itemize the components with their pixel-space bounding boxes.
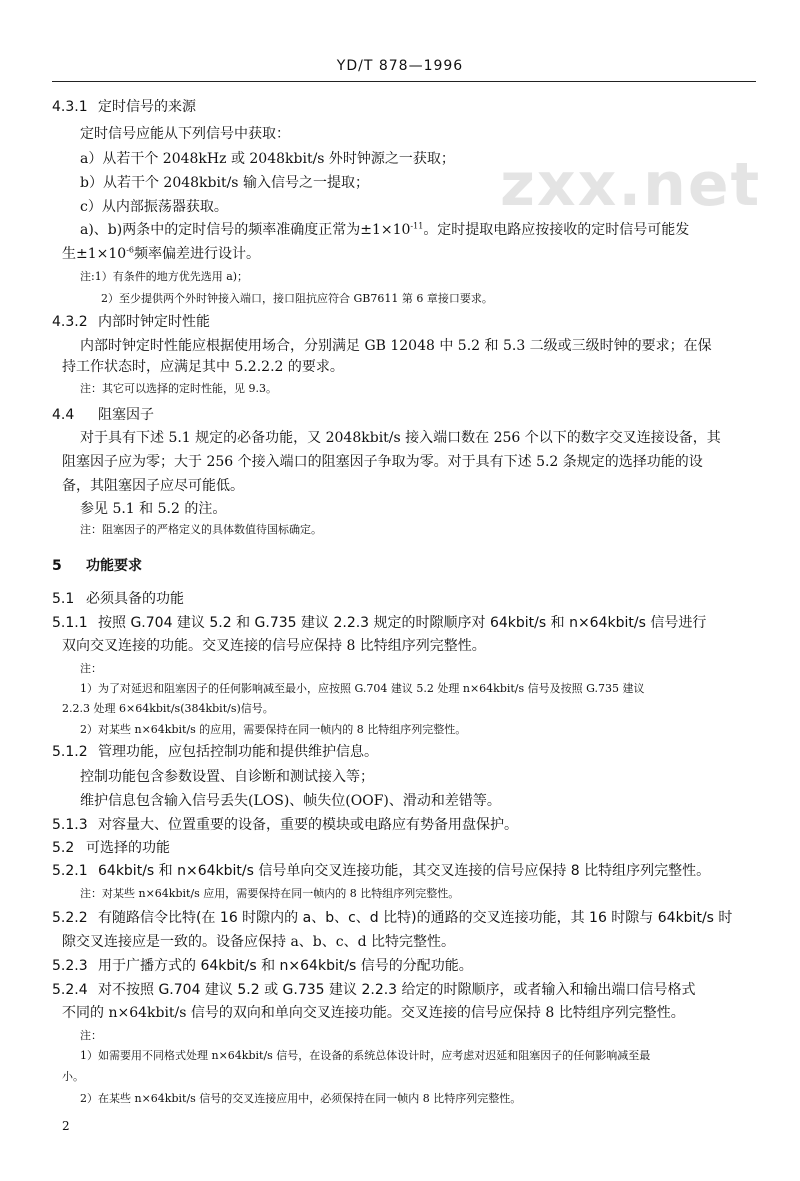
clause-5-2-3	[52, 955, 473, 975]
note-line: 注：对某些 n×64kbit/s 应用，需要保持在同一帧内的 8 比特组序列完整性。	[80, 887, 460, 900]
note-line: 2）在某些 n×64kbit/s 信号的交叉连接应用中，必须保持在同一帧内 8 比特序列完整性。	[80, 1092, 522, 1105]
clause-text: 64kbit/s 和 n×64kbit/s 信号单向交叉连接功能，其交叉连接的信号应保持 8 比特组序列完整性。	[98, 863, 711, 879]
header-divider	[52, 81, 756, 82]
section-number: 5.2.4	[52, 982, 88, 998]
paragraph-line: 不同的 n×64kbit/s 信号的双向和单向交叉连接功能。交叉连接的信号应保持 8 比特组序列完整性。	[62, 1005, 685, 1021]
section-heading-5-2	[52, 837, 170, 857]
clause-text: 对不按照 G.704 建议 5.2 或 G.735 建议 2.2.3 给定的时隙顺序，或者输入和输出端口信号格式	[98, 982, 696, 998]
section-number: 5.1	[52, 591, 75, 607]
section-number: 5.2.3	[52, 958, 88, 974]
paragraph-line: 定时信号应能从下列信号中获取：	[80, 126, 290, 142]
section-heading-4-4	[52, 404, 154, 424]
clause-text: 用于广播方式的 64kbit/s 和 n×64kbit/s 信号的分配功能。	[98, 958, 473, 974]
paragraph-line: 双向交叉连接的功能。交叉连接的信号应保持 8 比特组序列完整性。	[62, 638, 486, 654]
section-number: 4.3.2	[52, 314, 88, 330]
chapter-heading-5	[52, 555, 142, 575]
note-line: 1）为了对延迟和阻塞因子的任何影响减至最小，应按照 G.704 建议 5.2 处理 n×64kbit/s 信号及按照 G.735 建议	[80, 682, 645, 695]
note-line: 注:1）有条件的地方优先选用 a)；	[80, 270, 249, 283]
clause-text: 管理功能，应包括控制功能和提供维护信息。	[98, 744, 378, 760]
note-line: 注：阻塞因子的严格定义的具体数值待国标确定。	[80, 523, 322, 536]
paragraph-line: b）从若干个 2048kbit/s 输入信号之一提取；	[80, 175, 369, 191]
note-line: 1）如需要用不同格式处理 n×64kbit/s 信号，在设备的系统总体设计时，应考虑对迟延和阻塞因子的任何影响减至最	[80, 1049, 651, 1062]
section-number: 4.3.1	[52, 99, 88, 115]
section-heading-5-1	[52, 588, 184, 608]
section-heading-4-3-1	[52, 96, 196, 116]
section-title: 定时信号的来源	[98, 99, 196, 115]
paragraph-line: 阻塞因子应为零；大于 256 个接入端口的阻塞因子争取为零。对于具有下述 5.2 条规定的选择功能的设	[62, 454, 703, 470]
paragraph-line: 隙交叉连接应是一致的。设备应保持 a、b、c、d 比特完整性。	[62, 934, 456, 950]
section-title: 阻塞因子	[98, 407, 154, 423]
paragraph-line: 控制功能包含参数设置、自诊断和测试接入等；	[80, 769, 374, 785]
text: 频率偏差进行设计。	[133, 246, 260, 262]
note-line: 2）对某些 n×64kbit/s 的应用，需要保持在同一帧内的 8 比特组序列完整性。	[80, 723, 467, 736]
clause-5-1-2	[52, 741, 378, 761]
clause-5-1-3	[52, 814, 518, 834]
section-number: 5.2.2	[52, 910, 88, 926]
clause-5-2-1	[52, 860, 710, 880]
paragraph-line: 参见 5.1 和 5.2 的注。	[80, 501, 227, 517]
note-line: 注：其它可以选择的定时性能，见 9.3。	[80, 382, 277, 395]
paragraph-line: 备，其阻塞因子应尽可能低。	[62, 478, 244, 494]
clause-text: 按照 G.704 建议 5.2 和 G.735 建议 2.2.3 规定的时隙顺序对 64kbit/s 和 n×64kbit/s 信号进行	[98, 615, 707, 631]
note-line: 2）至少提供两个外时钟接入端口，接口阻抗应符合 GB7611 第 6 章接口要求。	[101, 292, 493, 305]
clause-5-2-4	[52, 979, 696, 999]
clause-text: 有随路信令比特(在 16 时隙内的 a、b、c、d 比特)的通路的交叉连接功能，其 16 时隙与 64kbit/s 时	[98, 910, 733, 926]
section-title: 可选择的功能	[86, 840, 170, 856]
standard-code-header: YD/T 878—1996	[336, 58, 464, 74]
paragraph-line: c）从内部振荡器获取。	[80, 199, 228, 215]
paragraph-line: 维护信息包含输入信号丢失(LOS)、帧失位(OOF)、滑动和差错等。	[80, 793, 501, 809]
section-number: 5.1.2	[52, 744, 88, 760]
paragraph-line: 持工作状态时，应满足其中 5.2.2.2 的要求。	[62, 359, 344, 375]
section-title: 必须具备的功能	[86, 591, 184, 607]
note-line: 2.2.3 处理 6×64kbit/s(384kbit/s)信号。	[62, 702, 274, 715]
text: a)、b)两条中的定时信号的频率准确度正常为±1×10	[80, 222, 411, 238]
clause-5-2-2	[52, 907, 732, 927]
section-number: 5.1.3	[52, 817, 88, 833]
exponent: -6	[126, 245, 134, 255]
paragraph-line: 对于具有下述 5.1 规定的必备功能，又 2048kbit/s 接入端口数在 256 个以下的数字交叉连接设备，其	[80, 430, 721, 446]
section-number: 5.2	[52, 840, 75, 856]
section-number: 5	[52, 558, 62, 574]
section-number: 5.2.1	[52, 863, 88, 879]
page-number: 2	[62, 1119, 70, 1133]
paragraph-line: a）从若干个 2048kHz 或 2048kbit/s 外时钟源之一获取；	[80, 151, 455, 167]
watermark: zxx.net	[500, 150, 762, 220]
section-number: 4.4	[52, 407, 75, 423]
section-title: 内部时钟定时性能	[98, 314, 210, 330]
section-number: 5.1.1	[52, 615, 88, 631]
note-line: 注：	[80, 662, 102, 675]
text: 生±1×10	[62, 246, 127, 262]
section-title: 功能要求	[86, 558, 142, 574]
note-line: 注：	[80, 1029, 102, 1042]
text: 。定时提取电路应按接收的定时信号可能发	[423, 222, 690, 238]
paragraph-line	[62, 243, 260, 263]
exponent: -11	[410, 221, 424, 231]
section-heading-4-3-2	[52, 311, 210, 331]
paragraph-line	[80, 219, 689, 239]
clause-5-1-1	[52, 612, 706, 632]
note-line: 小。	[62, 1070, 84, 1083]
clause-text: 对容量大、位置重要的设备，重要的模块或电路应有势备用盘保护。	[98, 817, 518, 833]
paragraph-line: 内部时钟定时性能应根据使用场合，分别满足 GB 12048 中 5.2 和 5.3 二级或三级时钟的要求；在保	[80, 338, 712, 354]
